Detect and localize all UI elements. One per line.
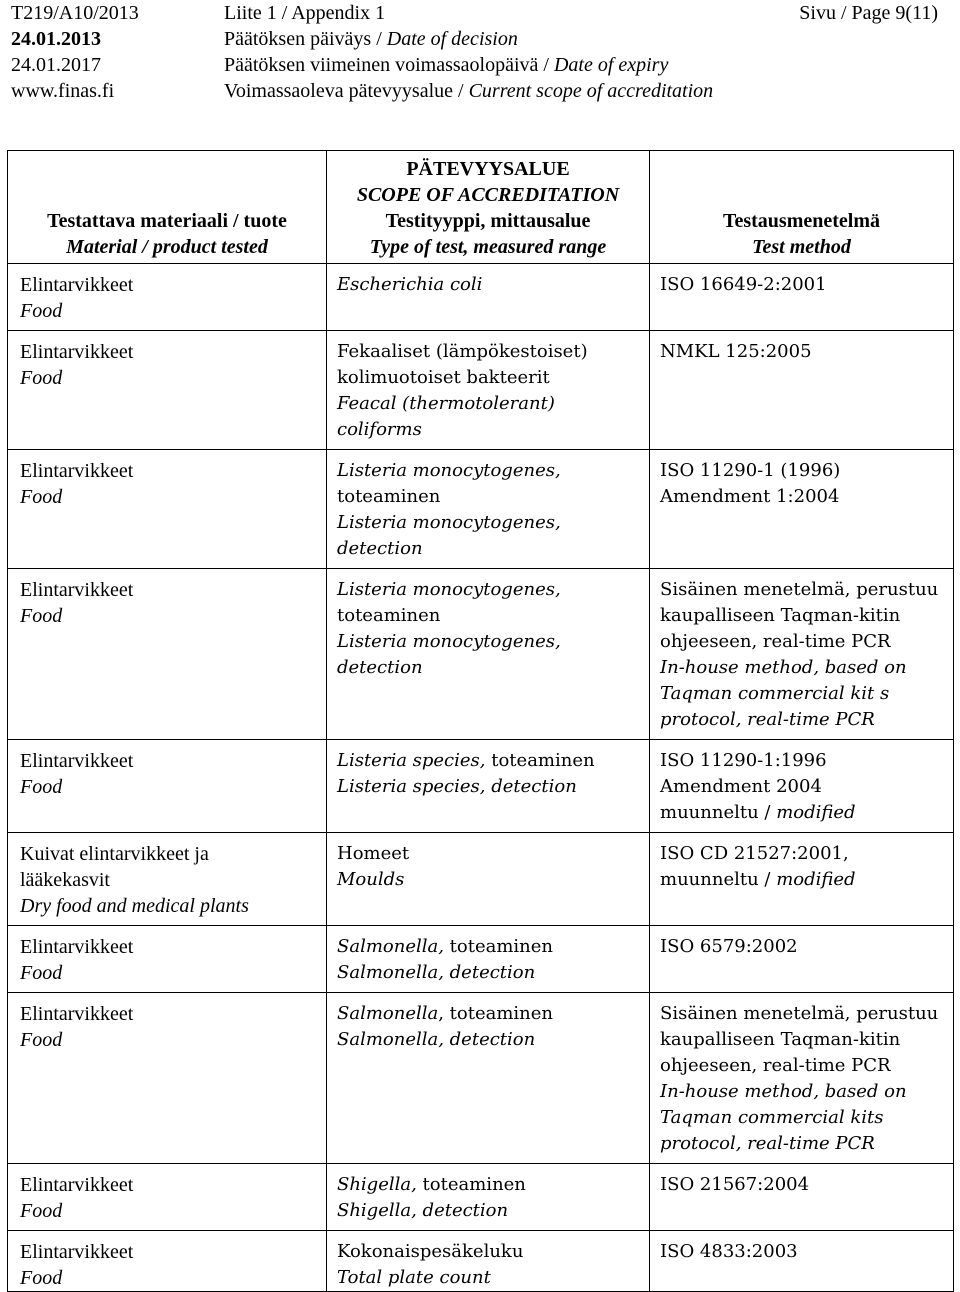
table-row bbox=[8, 740, 954, 833]
header-row-2 bbox=[0, 26, 960, 52]
header-row-3 bbox=[0, 52, 960, 78]
material-cell: Elintarvikkeet Food bbox=[8, 569, 327, 740]
method-cell: ISO 4833:2003 bbox=[650, 1231, 954, 1292]
website-link[interactable]: www.finas.fi bbox=[11, 80, 115, 102]
decision-date-label: Päätöksen päiväys / Date of decision bbox=[224, 28, 518, 50]
table-header-row bbox=[8, 151, 954, 264]
page-number: Sivu / Page 9(11) bbox=[799, 2, 938, 24]
header-row-4 bbox=[0, 78, 960, 104]
material-cell: Elintarvikkeet Food bbox=[8, 926, 327, 993]
material-column-header: Testattava materiaali / tuote Material / product tested bbox=[8, 151, 327, 264]
test-cell: Homeet Moulds bbox=[327, 833, 650, 926]
method-cell: ISO 16649-2:2001 bbox=[650, 264, 954, 331]
expiry-date: 24.01.2017 bbox=[11, 54, 101, 76]
appendix-label: Liite 1 / Appendix 1 bbox=[224, 2, 386, 24]
material-cell: Elintarvikkeet Food bbox=[8, 740, 327, 833]
test-cell: Listeria species, toteaminen Listeria species, detection bbox=[327, 740, 650, 833]
material-cell: Elintarvikkeet Food bbox=[8, 993, 327, 1164]
method-cell: ISO 21567:2004 bbox=[650, 1164, 954, 1231]
document-code: T219/A10/2013 bbox=[11, 2, 139, 24]
test-cell: Salmonella, toteaminen Salmonella, detection bbox=[327, 993, 650, 1164]
table-row bbox=[8, 569, 954, 740]
method-cell: Sisäinen menetelmä, perustuu kaupalliseen Taqman-kitin ohjeeseen, real-time PCR In-house method, based on Taqman commercial kits protocol, real-time PCR bbox=[650, 993, 954, 1164]
table-row bbox=[8, 926, 954, 993]
scope-label: Voimassaoleva pätevyysalue / Current scope of accreditation bbox=[224, 80, 714, 102]
expiry-date-label: Päätöksen viimeinen voimassaolopäivä / Date of expiry bbox=[224, 54, 669, 76]
table-row bbox=[8, 1164, 954, 1231]
test-cell: Fekaaliset (lämpökestoiset) kolimuotoiset bakteerit Feacal (thermotolerant) coliforms bbox=[327, 331, 650, 450]
method-column-header: Testausmenetelmä Test method bbox=[650, 151, 954, 264]
material-cell: Kuivat elintarvikkeet ja lääkekasvit Dry food and medical plants bbox=[8, 833, 327, 926]
method-cell: NMKL 125:2005 bbox=[650, 331, 954, 450]
material-cell: Elintarvikkeet Food bbox=[8, 450, 327, 569]
test-cell: Listeria monocytogenes, toteaminen Listeria monocytogenes, detection bbox=[327, 450, 650, 569]
table-row bbox=[8, 450, 954, 569]
table-row bbox=[8, 1231, 954, 1292]
method-cell: ISO 11290-1 (1996) Amendment 1:2004 bbox=[650, 450, 954, 569]
test-cell: Listeria monocytogenes, toteaminen Listeria monocytogenes, detection bbox=[327, 569, 650, 740]
table-row bbox=[8, 993, 954, 1164]
test-cell: Salmonella, toteaminen Salmonella, detection bbox=[327, 926, 650, 993]
table-row bbox=[8, 833, 954, 926]
material-cell: Elintarvikkeet Food bbox=[8, 1164, 327, 1231]
material-cell: Elintarvikkeet Food bbox=[8, 1231, 327, 1292]
header-row-1 bbox=[0, 0, 960, 26]
test-cell: Kokonaispesäkeluku Total plate count bbox=[327, 1231, 650, 1292]
test-column-header: PÄTEVYYSALUE SCOPE OF ACCREDITATION Testityyppi, mittausalue Type of test, measured range bbox=[327, 151, 650, 264]
table-row bbox=[8, 264, 954, 331]
method-cell: Sisäinen menetelmä, perustuu kaupalliseen Taqman-kitin ohjeeseen, real-time PCR In-house method, based on Taqman commercial kit s protocol, real-time PCR bbox=[650, 569, 954, 740]
method-cell: ISO 11290-1:1996 Amendment 2004 muunneltu / modified bbox=[650, 740, 954, 833]
test-cell: Escherichia coli bbox=[327, 264, 650, 331]
method-cell: ISO CD 21527:2001, muunneltu / modified bbox=[650, 833, 954, 926]
accreditation-scope-table bbox=[7, 150, 954, 1292]
material-cell: Elintarvikkeet Food bbox=[8, 331, 327, 450]
material-cell: Elintarvikkeet Food bbox=[8, 264, 327, 331]
table-row bbox=[8, 331, 954, 450]
test-cell: Shigella, toteaminen Shigella, detection bbox=[327, 1164, 650, 1231]
method-cell: ISO 6579:2002 bbox=[650, 926, 954, 993]
decision-date: 24.01.2013 bbox=[11, 28, 101, 50]
